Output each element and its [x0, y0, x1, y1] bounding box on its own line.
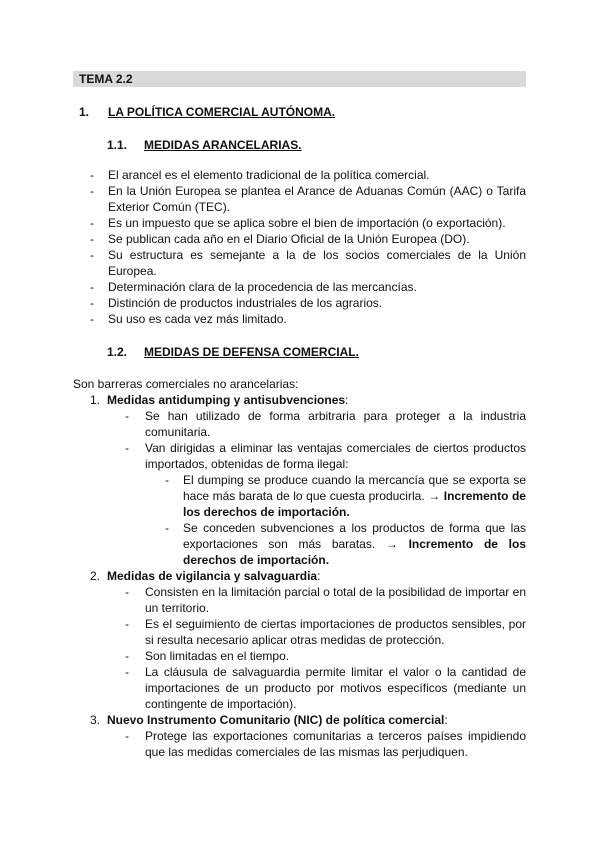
list-item [107, 728, 526, 760]
list-item-emphasis: Incremento de los derechos de importación. [183, 489, 526, 519]
nested-bullet-list [145, 472, 526, 568]
item-number: 1. [90, 393, 101, 407]
item-colon: : [444, 713, 448, 727]
dash-bullet: - [125, 409, 129, 423]
item-number: 2. [90, 569, 101, 583]
list-item-text: Consisten en la limitación parcial o total de la posibilidad de importar en un territorio. [145, 585, 526, 615]
list-item-text: Van dirigidas a eliminar las ventajas comerciales de ciertos productos importados, obtenidas de forma ilegal: [145, 441, 526, 471]
dash-bullet: - [90, 280, 94, 294]
subsection-number: 1.2. [107, 345, 128, 359]
item-colon: : [317, 569, 321, 583]
dash-bullet: - [90, 248, 94, 262]
section-number: 1. [79, 105, 90, 119]
dash-bullet: - [90, 296, 94, 310]
topic-header [73, 71, 526, 87]
subsection-title: MEDIDAS ARANCELARIAS. [144, 138, 302, 152]
list-item [88, 183, 526, 215]
dash-bullet: - [125, 729, 129, 743]
dash-bullet: - [125, 665, 129, 679]
intro-text: Son barreras comerciales no arancelarias: [73, 377, 299, 391]
list-item-text: En la Unión Europea se plantea el Arance de Aduanas Común (AAC) o Tarifa Exterior Común (TEC). [108, 184, 526, 214]
list-item [88, 279, 526, 295]
list-item-text: Se publican cada año en el Diario Oficial de la Unión Europea (DO). [108, 232, 470, 246]
dash-bullet: - [90, 184, 94, 198]
list-item [88, 295, 526, 311]
tariff-measures-list [88, 167, 526, 327]
list-item-text: La cláusula de salvaguardia permite limitar el valor o la cantidad de importaciones de un producto por motivos específicos (mediante un contingente de importación). [145, 665, 526, 711]
list-item-text: Son limitadas en el tiempo. [145, 649, 290, 663]
list-item [88, 167, 526, 183]
dash-bullet: - [165, 521, 169, 535]
list-item-text: Su uso es cada vez más limitado. [108, 312, 287, 326]
list-item-emphasis: Incremento de los derechos de importación. [183, 537, 526, 567]
dash-bullet: - [90, 168, 94, 182]
dash-bullet: - [125, 617, 129, 631]
topic-title: TEMA 2.2 [79, 72, 133, 86]
list-item [107, 440, 526, 568]
dash-bullet: - [90, 216, 94, 230]
dash-bullet: - [125, 649, 129, 663]
bullet-list [107, 728, 526, 760]
numbered-item [73, 712, 526, 760]
list-item [107, 664, 526, 712]
list-item-text: Distinción de productos industriales de los agrarios. [108, 296, 383, 310]
list-item-text: Es el seguimiento de ciertas importaciones de productos sensibles, por si resulta necesario aplicar otras medidas de protección. [145, 617, 526, 647]
list-item [107, 584, 526, 616]
subsection-number: 1.1. [107, 138, 128, 152]
dash-bullet: - [125, 441, 129, 455]
list-item-text: El arancel es el elemento tradicional de la política comercial. [108, 168, 430, 182]
dash-bullet: - [90, 232, 94, 246]
list-item [145, 520, 526, 568]
item-title: Nuevo Instrumento Comunitario (NIC) de política comercial [107, 713, 445, 727]
item-number: 3. [90, 713, 101, 727]
list-item [88, 231, 526, 247]
section-1-heading [79, 104, 335, 120]
list-item-text: El dumping se produce cuando la mercancía que se exporta se hace más barata de lo que cuesta producirla. → [183, 473, 526, 503]
list-item [145, 472, 526, 520]
dash-bullet: - [90, 312, 94, 326]
trade-defense-list [73, 392, 526, 760]
list-item-text: Se han utilizado de forma arbitraria para proteger a la industria comunitaria. [145, 409, 526, 439]
subsection-title: MEDIDAS DE DEFENSA COMERCIAL. [144, 345, 359, 359]
subsection-1-2-heading [107, 344, 359, 360]
numbered-item [73, 568, 526, 712]
list-item [107, 648, 526, 664]
numbered-item [73, 392, 526, 568]
item-colon: : [345, 393, 349, 407]
list-item [107, 408, 526, 440]
section-title: LA POLÍTICA COMERCIAL AUTÓNOMA. [108, 105, 336, 119]
list-item-text: Su estructura es semejante a la de los socios comerciales de la Unión Europea. [108, 248, 526, 278]
list-item-text: Protege las exportaciones comunitarias a terceros países impidiendo que las medidas comerciales de las mismas las perjudiquen. [145, 729, 526, 759]
subsection-1-1-heading [107, 137, 302, 153]
bullet-list [107, 408, 526, 568]
list-item-text: Es un impuesto que se aplica sobre el bien de importación (o exportación). [108, 216, 506, 230]
list-item-text: Se conceden subvenciones a los productos de forma que las exportaciones son más baratas. → [183, 521, 526, 551]
item-title: Medidas antidumping y antisubvenciones [107, 393, 346, 407]
list-item [88, 311, 526, 327]
list-item [107, 616, 526, 648]
dash-bullet: - [165, 473, 169, 487]
bullet-list [107, 584, 526, 712]
item-title: Medidas de vigilancia y salvaguardia [107, 569, 318, 583]
dash-bullet: - [125, 585, 129, 599]
list-item [88, 215, 526, 231]
list-item [88, 247, 526, 279]
list-item-text: Determinación clara de la procedencia de las mercancías. [108, 280, 417, 294]
